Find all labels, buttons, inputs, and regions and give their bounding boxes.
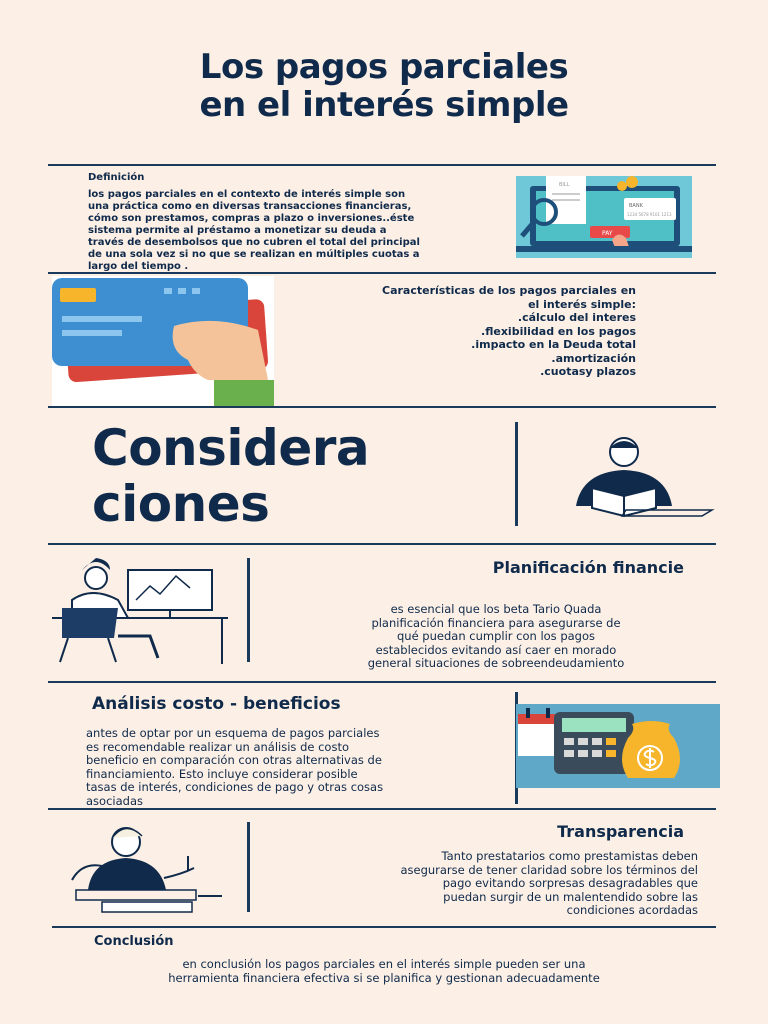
divider-7 xyxy=(52,926,716,928)
online-payment-illustration xyxy=(516,176,692,258)
divider-5 xyxy=(48,681,716,683)
caracteristicas-line: .flexibilidad en los pagos xyxy=(481,324,636,338)
caracteristicas-line: .impacto en la Deuda total xyxy=(471,338,636,351)
analisis-line: antes de optar por un esquema de pagos parciales xyxy=(86,726,380,740)
conclusion-heading: Conclusión xyxy=(94,934,174,949)
vertical-divider-4 xyxy=(247,822,250,912)
consideraciones-heading xyxy=(92,420,369,532)
analisis-line: tasas de interés, condiciones de pago y otras cosas xyxy=(86,780,384,794)
woman-writing-icon xyxy=(52,820,228,916)
caracteristicas-line: Características de los pagos parciales en xyxy=(382,284,636,297)
title-line-1: Los pagos parciales xyxy=(199,47,569,87)
analisis-line: financiamiento. Esto incluye considerar posible xyxy=(86,766,358,781)
calculator-money-bag-icon xyxy=(516,704,720,788)
definicion-line: través de desembolsos que no cubren el total del principal xyxy=(88,237,420,248)
bank-label: BANK xyxy=(629,203,643,209)
transparencia-line: asegurarse de tener claridad sobre los términos del xyxy=(400,862,698,877)
credit-card-hand-icon xyxy=(52,276,274,406)
page-title xyxy=(0,48,768,124)
analisis-line: beneficio en comparación con otras alternativas de xyxy=(86,753,382,767)
definicion-text xyxy=(88,189,508,273)
transparencia-line: pago evitando sorpresas desagradables que xyxy=(442,876,698,890)
planificacion-line: establecidos evitando así caer en morado xyxy=(375,642,617,657)
definicion-line: largo del tiempo . xyxy=(88,261,189,272)
transparencia-line: Tanto prestatarios como prestamistas deben xyxy=(441,849,698,863)
definicion-line: cómo son prestamos, compras a plazo o inversiones..éste xyxy=(88,213,415,224)
analisis-heading: Análisis costo - beneficios xyxy=(92,694,341,714)
consideraciones-line-2: ciones xyxy=(92,475,270,533)
transparencia-line: puedan surgir de un malentendido sobre las xyxy=(443,889,698,904)
transparencia-text xyxy=(262,850,698,918)
man-reading-icon xyxy=(536,432,716,522)
divider-3 xyxy=(48,406,716,408)
consideraciones-line-1: Considera xyxy=(92,419,370,477)
analisis-line: es recomendable realizar un análisis de costo xyxy=(86,739,349,754)
caracteristicas-line: el interés simple: xyxy=(528,297,636,311)
caracteristicas-line: .cuotasy plazos xyxy=(540,365,636,378)
woman-at-desk-icon xyxy=(52,556,228,666)
woman-writing-illustration xyxy=(52,820,228,916)
planificacion-line: general situaciones de sobreendeudamiento xyxy=(367,656,625,670)
laptop-payment-icon xyxy=(516,176,692,258)
caracteristicas-text xyxy=(282,284,636,379)
divider-6 xyxy=(48,808,716,810)
woman-computer-illustration xyxy=(52,556,228,666)
planificacion-line: planificación financiera para asegurarse de xyxy=(371,615,621,630)
conclusion-line: en conclusión los pagos parciales en el interés simple pueden ser una xyxy=(182,957,586,971)
planificacion-line: qué puedan cumplir con los pagos xyxy=(396,629,595,643)
planificacion-heading: Planificación financie xyxy=(492,558,684,577)
divider-4 xyxy=(48,543,716,545)
transparencia-heading: Transparencia xyxy=(557,822,684,841)
definicion-line: de una sola vez si no que se realizan en múltiples cuotas a xyxy=(88,249,420,260)
caracteristicas-line: .cálculo del interes xyxy=(517,311,636,324)
divider-1 xyxy=(48,164,716,166)
title-line-2: en el interés simple xyxy=(199,85,569,125)
vertical-divider-2 xyxy=(247,558,250,662)
transparencia-line: condiciones acordadas xyxy=(566,903,698,917)
planificacion-line: es esencial que los beta Tario Quada xyxy=(390,602,602,616)
conclusion-line: herramienta financiera efectiva si se planifica y gestionan adecuadamente xyxy=(168,970,600,985)
definicion-line: sistema permite al préstamo a monetizar su deuda a xyxy=(88,225,387,236)
card-number: 1234 5678 9101 1213 xyxy=(627,212,672,217)
reading-man-illustration xyxy=(536,432,716,522)
caracteristicas-line: .amortización xyxy=(551,351,636,365)
vertical-divider-1 xyxy=(515,422,518,526)
conclusion-text xyxy=(48,958,720,985)
pay-label: PAY xyxy=(602,230,613,237)
bill-label: BILL xyxy=(559,182,570,188)
analisis-text xyxy=(86,727,510,808)
planificacion-text xyxy=(286,603,706,671)
definicion-line: una práctica como en diversas transacciones financieras, xyxy=(88,201,412,212)
calculator-money-illustration xyxy=(516,704,720,788)
analisis-line: asociadas xyxy=(86,793,143,808)
definicion-heading: Definición xyxy=(88,172,145,183)
definicion-line: los pagos parciales en el contexto de interés simple son xyxy=(88,189,406,200)
credit-card-illustration xyxy=(52,276,274,406)
